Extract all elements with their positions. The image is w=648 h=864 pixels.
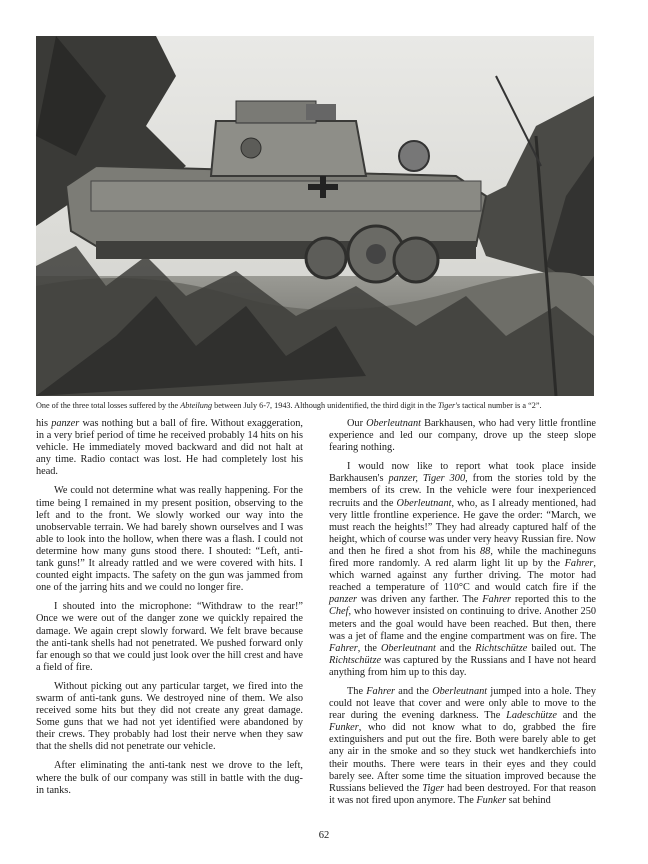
tank-photo <box>36 36 594 396</box>
photo-caption: One of the three total losses suffered by the Abteilung between July 6-7, 1943. Although unidentified, the third digit in the Tiger's tactical number is a “2”. <box>36 401 542 410</box>
paragraph: I would now like to report what took place inside Barkhausen's panzer, Tiger 300, from the stories told by the members of its crew. In the vehicle were four inexperienced recruits and the Oberleutnant, who, as I already mentioned, had very little frontline experience. He gave the order: “March, we must reach the heights!” They had already captured half of the height, which of course was under very heavy Russian fire. Now and then he fired a shot from his 88, while the machineguns fired more randomly. A red alarm light lit up by the Fahrer, which warned against any further driving. The motor had reached a temperature of 110°C and would catch fire if the panzer was driven any farther. The Fahrer reported this to the Chef, who however insisted on continuing to drive. Another 250 meters and the goal would have been reached. But then, there was a jet of flame and the engine compartment was on fire. The Fahrer, the Oberleutnant and the Richtschütze bailed out. The Richtschütze was captured by the Russians and I have not heard anything from him up to this day. <box>329 461 597 678</box>
right-column <box>329 418 596 814</box>
paragraph: his panzer was nothing but a ball of fire. Without exaggeration, in a very brief period of time he received probably 14 hits on his vehicle. He immediately moved backward and did not halt at any time. Radio contact was lost. He had completely lost his head. <box>36 418 303 478</box>
paragraph: The Fahrer and the Oberleutnant jumped into a hole. They could not leave that cover and were only able to move to the rear during the evening darkness. The Ladeschütze and the Funker, who did not know what to do, grabbed the fire extinguishers and put out the fire. Both were barely able to get any air in the smoke and so they stuck wet handkerchiefs into their mouths. There were tears in their eyes and they could barely see. After some time the situation improved because the Russians believed the Tiger had been destroyed. For that reason it was not fired upon anymore. The Funker sat behind <box>329 685 597 806</box>
paragraph: Without picking out any particular target, we fired into the swarm of anti-tank guns. We destroyed nine of them. We also received some hits but they did not create any great damage. Some guns that we had not yet identified were abandoned by their crews. They probably had lost their nerve when they saw that the shells did not penetrate our vehicle. <box>36 680 303 753</box>
paragraph: I shouted into the microphone: “Withdraw to the rear!” Once we were out of the danger zone we quickly repaired the damage. We again crept slowly forward. We felt brave because the anti-tank shells had not penetrated. We pushed forward only far enough so that we could just look over the hill crest and have a field of fire. <box>36 601 303 673</box>
paragraph: We could not determine what was really happening. For the time being I remained in my present position, observing to the left and to the front. We slowly worked our way into the unobservable terrain. We had barely shown ourselves and I was able to look into the hollow, when there was a flash. I could not determine how many guns stood there. I shouted: “Left, anti-tank guns!” It already rattled and we were covered with hits. I counted eight impacts. The safety on the gun was jammed from one of the jarring hits and we could no longer fire. <box>36 485 303 594</box>
left-column <box>36 418 303 804</box>
paragraph: After eliminating the anti-tank nest we drove to the left, where the bulk of our company was still in battle with the dug-in tanks. <box>36 760 303 796</box>
paragraph: Our Oberleutnant Barkhausen, who had very little frontline experience and led our company, drove up the steep slope fearing nothing. <box>329 418 596 454</box>
page-number: 62 <box>318 830 330 841</box>
